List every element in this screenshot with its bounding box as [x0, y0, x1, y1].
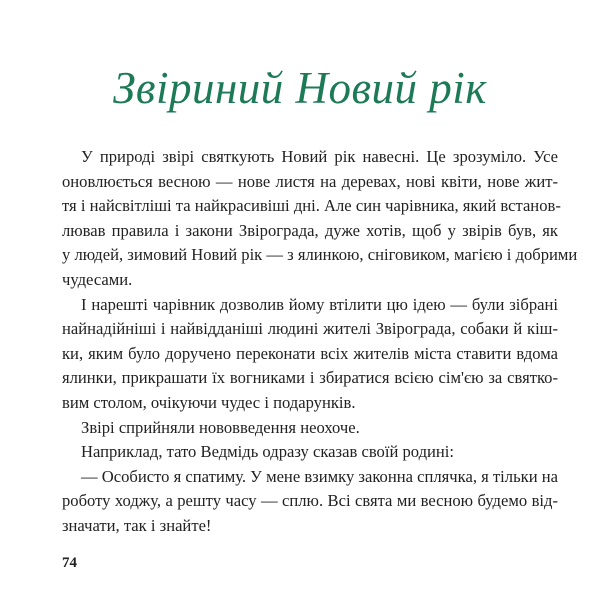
text-line: Звірі сприйняли нововведення неохоче.	[81, 417, 360, 437]
text-line: роботу ходжу, а решту часу — сплю. Всі свята ми весною будемо від-	[62, 491, 558, 511]
text-line: І нарешті чарівник дозволив йому втілити цю ідею — були зібрані	[81, 294, 558, 314]
page-number: 74	[62, 555, 77, 571]
body-text	[62, 145, 578, 539]
text-line: — Особисто я спатиму. У мене взимку законна сплячка, я тільки на	[81, 466, 558, 486]
text-line: оновлюється весною — нове листя на деревах, нові квіти, нове жит-	[62, 171, 558, 191]
text-line: вим столом, очікуючи чудес і подарунків.	[62, 392, 356, 412]
text-line: лював правила і закони Звірограда, дуже хотів, щоб у звірів був, як	[62, 220, 558, 240]
text-line: У природі звірі святкують Новий рік навесні. Це зрозуміло. Усе	[81, 147, 558, 166]
chapter-title: Звіриний Новий рік	[113, 63, 487, 113]
text-line: тя і найсвітліші та найкрасивіші дні. Але син чарівника, який встанов-	[62, 196, 561, 216]
text-line: чудесами.	[62, 269, 133, 289]
text-line: найнадійніші і найвідданіші людині жителі Звірограда, собаки й кіш-	[62, 319, 558, 339]
text-line: Наприклад, тато Ведмідь одразу сказав своїй родині:	[81, 442, 455, 462]
text-line: у людей, зимовий Новий рік — з ялинкою, сніговиком, магією і добрими	[62, 245, 578, 265]
text-line: ки, яким було доручено переконати всіх жителів міста ставити вдома	[62, 343, 558, 363]
text-line: значати, так і знайте!	[62, 515, 212, 535]
text-line: ялинки, прикрашати їх вогниками і збиратися всією сім'єю за святко-	[62, 368, 558, 388]
